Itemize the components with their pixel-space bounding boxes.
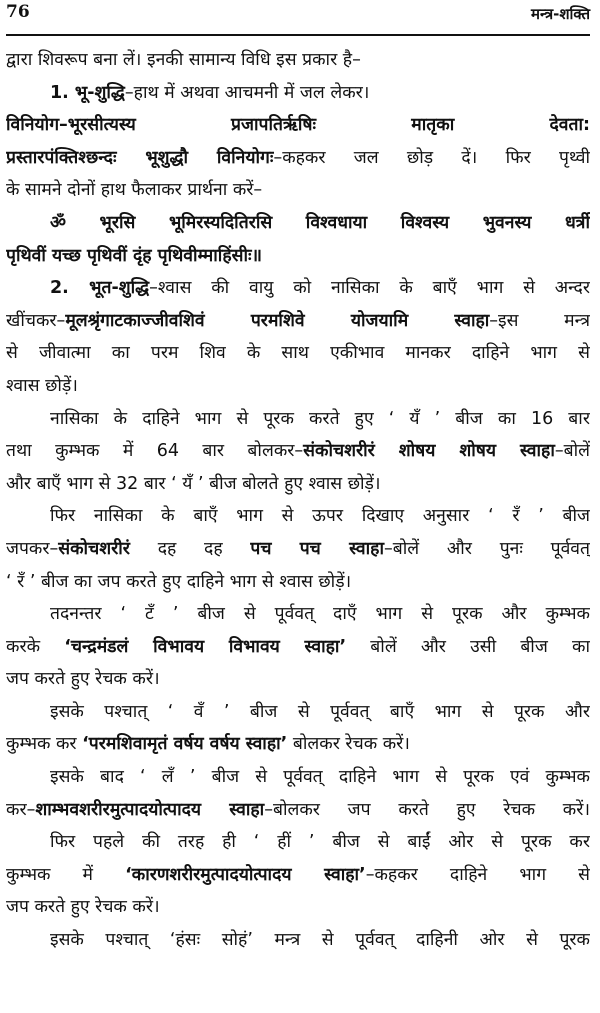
text-line: [6, 468, 590, 501]
text-line: [6, 109, 590, 142]
text-line: [6, 663, 590, 696]
bold-mantra-text: प्रस्तारपंक्तिश्छन्दः भूशुद्धौ विनियोगः: [6, 147, 274, 168]
text-segment: –बोलें: [554, 441, 590, 462]
text-segment: इसके पश्चात् ‘हंसः सोहं’ मन्त्र से पूर्ववत् दाहिनी ओर से पूरक: [50, 930, 590, 951]
text-segment: करके: [6, 636, 65, 657]
bold-mantra-text: ‘चन्द्रमंडलं विभावय विभावय स्वाहा’: [64, 636, 347, 657]
bold-mantra-text: ॐ भूरसि भूमिरस्यदितिरसि विश्वधाया विश्वस्य भुवनस्य धर्त्री: [50, 212, 590, 233]
text-segment: बोलकर रेचक करें।: [287, 734, 410, 755]
text-segment: –कहकर जल छोड़ दें। फिर पृथ्वी: [273, 147, 590, 168]
text-line: [6, 500, 590, 533]
text-line: [6, 794, 590, 827]
text-segment: द्वारा शिवरूप बना लें। इनकी सामान्य विधि इस प्रकार है–: [6, 50, 361, 70]
text-segment: श्वास छोड़ें।: [6, 375, 78, 396]
text-segment: तदनन्तर ‘ टँ ’ बीज से पूर्ववत् दाएँ भाग से पूरक और कुम्भक: [50, 604, 590, 625]
text-line: [6, 826, 590, 859]
text-line: [6, 370, 590, 403]
bold-mantra-text: ‘परमशिवामृतं वर्षय वर्षय स्वाहा’: [82, 734, 288, 755]
text-line: [6, 566, 590, 599]
text-segment: नासिका के दाहिने भाग से पूरक करते हुए ‘ यँ ’ बीज का 16 बार: [50, 408, 590, 429]
text-line: [6, 435, 590, 468]
text-segment: जप करते हुए रेचक करें।: [6, 897, 160, 918]
bold-mantra-text: संकोचशरीरं: [58, 538, 130, 559]
text-line: [6, 859, 590, 892]
text-line: [6, 533, 590, 566]
text-segment: जप करते हुए रेचक करें।: [6, 669, 160, 690]
text-segment: –कहकर दाहिने भाग से: [365, 864, 590, 885]
page-number: 76: [6, 2, 30, 22]
text-line: [6, 728, 590, 761]
text-segment: –बोलें और पुनः पूर्ववत्: [383, 538, 590, 559]
bold-mantra-text: मूलश्रृंगाटकाज्जीवशिवं परमशिवे योजयामि स्वाहा: [65, 310, 490, 331]
text-segment: फिर नासिका के बाएँ भाग से ऊपर दिखाए अनुसार ‘ रँ ’ बीज: [50, 506, 590, 527]
bold-mantra-text: ‘कारणशरीरमुत्पादयोत्पादय स्वाहा’: [125, 864, 366, 885]
text-line: [6, 761, 590, 794]
text-line: [6, 44, 590, 77]
text-segment: इसके पश्चात् ‘ वँ ’ बीज से पूर्ववत् बाएँ भाग से पूरक और: [50, 701, 590, 722]
text-segment: कर–: [6, 799, 36, 820]
text-line: [6, 142, 590, 175]
bold-mantra-text: 2. भूत-शुद्धि: [50, 278, 150, 299]
text-segment: इसके बाद ‘ लँ ’ बीज से पूर्ववत् दाहिने भाग से पूरक एवं कुम्भक: [50, 767, 590, 788]
text-segment: खींचकर–: [6, 310, 66, 331]
page-body: [6, 44, 590, 957]
text-line: [6, 631, 590, 664]
text-segment: –श्वास की वायु को नासिका के बाएँ भाग से अन्दर: [149, 278, 590, 299]
text-segment: दह दह: [129, 538, 251, 559]
text-segment: और बाएँ भाग से 32 बार ‘ यँ ’ बीज बोलते हुए श्वास छोड़ें।: [6, 473, 381, 494]
bold-mantra-text: 1. भू-शुद्धि: [50, 82, 125, 103]
bold-mantra-text: विनियोग–भूरसीत्यस्य प्रजापतिर्ऋषिः मातृका देवता:: [6, 115, 590, 136]
bold-mantra-text: संकोचशरीरं शोषय शोषय स्वाहा: [303, 441, 555, 462]
text-line: [6, 891, 590, 924]
bold-mantra-text: पच पच स्वाहा: [250, 538, 384, 559]
text-segment: –बोलकर जप करते हुए रेचक करें।: [264, 799, 590, 820]
text-segment: तथा कुम्भक में 64 बार बोलकर–: [6, 441, 304, 462]
text-segment: बोलें और उसी बीज का: [346, 636, 590, 657]
text-line: [6, 337, 590, 370]
text-line: [6, 272, 590, 305]
text-segment: के सामने दोनों हाथ फैलाकर प्रार्थना करें–: [6, 180, 263, 201]
text-line: [6, 207, 590, 240]
text-segment: ‘ रँ ’ बीज का जप करते हुए दाहिने भाग से श्वास छोड़ें।: [6, 571, 352, 592]
text-line: [6, 696, 590, 729]
text-segment: कुम्भक में: [6, 864, 126, 885]
page-header: [6, 0, 590, 36]
running-title: मन्त्र-शक्ति: [530, 5, 590, 23]
bold-mantra-text: शाम्भवशरीरमुत्पादयोत्पादय स्वाहा: [35, 799, 265, 820]
bold-mantra-text: पृथिवीं यच्छ पृथिवीं दृंह पृथिवीम्माहिंसीः॥: [6, 245, 262, 266]
text-segment: जपकर–: [6, 538, 59, 559]
text-segment: से जीवात्मा का परम शिव के साथ एकीभाव मानकर दाहिने भाग से: [6, 343, 590, 364]
text-line: [6, 174, 590, 207]
text-segment: कुम्भक कर: [6, 734, 83, 755]
text-segment: फिर पहले की तरह ही ‘ हीं ’ बीज से बाईं ओर से पूरक कर: [50, 832, 590, 853]
text-line: [6, 77, 590, 110]
text-line: [6, 598, 590, 631]
text-segment: –इस मन्त्र: [489, 310, 590, 331]
text-line: [6, 305, 590, 338]
text-segment: –हाथ में अथवा आचमनी में जल लेकर।: [124, 82, 370, 103]
text-line: [6, 924, 590, 957]
text-line: [6, 403, 590, 436]
text-line: [6, 240, 590, 273]
